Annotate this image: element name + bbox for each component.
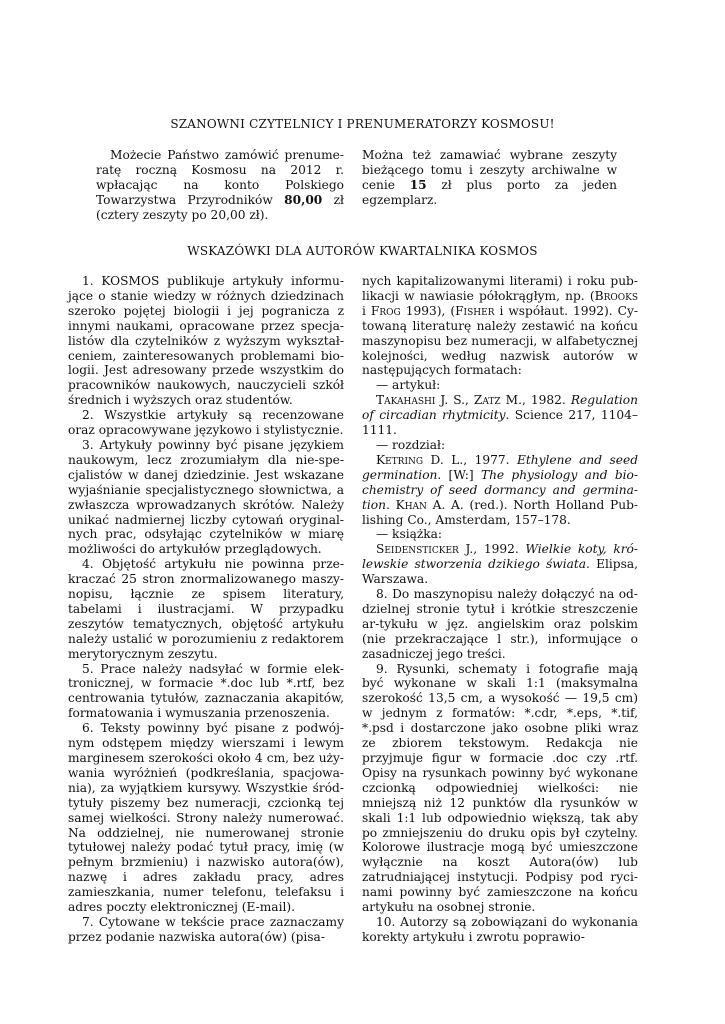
text-run: i xyxy=(362,303,371,318)
text-run: . Elipsa, Warszawa. xyxy=(362,557,639,587)
text-run: (red.). North Holland Publishing Co., Amsterdam, 157–178. xyxy=(362,497,639,527)
guidelines-right-column xyxy=(362,274,638,945)
text-run: , 1977. xyxy=(463,452,517,467)
reference-author: Takahashi J. S., Zatz M. xyxy=(376,393,523,408)
cited-author: Fisher xyxy=(455,303,495,318)
guideline-7-continued xyxy=(362,274,638,378)
text-run: i współaut. 1992). Cytowaną literaturę należy zestawić na końcu maszynopisu bez numeracji, w alfabetycznej kolejności, według nazwisk autorów w następujących formatach: xyxy=(362,303,638,378)
guideline-3: 3. Artykuły powinny być pisane językiem naukowym, lecz zrozumiałym dla nie-specjalistów w danej dziedzinie. Jest wskazane wyjaśnianie specjalistycznego słownictwa, a zwłaszcza wprowadzanych skrótów. Należy unikać nadmiernej liczby cytowań oryginalnych prac, odsyłając czytelników w miarę możliwości do artykułów przeglądowych. xyxy=(68,437,344,557)
cited-author: Frog xyxy=(370,303,401,318)
subscription-price-single: 15 xyxy=(409,177,427,192)
format-label-article: — artykuł: xyxy=(376,378,441,393)
reference-author: Ketring D. L. xyxy=(376,452,464,467)
guideline-4: 4. Objętość artykułu nie powinna przekraczać 25 stron znormalizowanego maszynopisu, łącznie ze spisem literatury, tabelami i ilustracjami. W przypadku zeszytów tematycznych, objętość artykułu należy ustalić w porozumieniu z redaktorem merytorycznym zeszytu. xyxy=(68,557,344,661)
text-run: 1993), ( xyxy=(400,303,456,318)
text-run: zł plus porto za jeden egzemplarz. xyxy=(362,177,617,207)
guideline-7: 7. Cytowane w tekście prace zaznaczamy przez podanie nazwiska autora(ów) (pisa- xyxy=(68,914,344,944)
format-label-chapter: — rozdział: xyxy=(376,437,446,452)
guideline-1: 1. KOSMOS publikuje artykuły informujące o stanie wiedzy w różnych dziedzinach szeroko pojętej biologii i jej pogranicza z innymi naukami, opracowane przez specjalistów dla czytelników z wyższym wykształceniem, zainteresowanych problemami biologii. Jest adresowany przede wszystkim do pracowników naukowych, nauczycieli szkół średnich i wyższych oraz studentów. xyxy=(68,274,344,408)
reference-book-title: The physiology and biochemistry of seed dormancy and germination xyxy=(362,467,638,512)
subscription-paragraph-right xyxy=(362,148,617,208)
guidelines-left-column xyxy=(68,274,344,945)
reference-example-chapter xyxy=(362,453,638,528)
text-run: . xyxy=(385,497,396,512)
guideline-5: 5. Prace należy nadsyłać w formie elektronicznej, w formacie *.doc lub *.rtf, bez centrowania tytułów, zaznaczania akapitów, formatowania i wymuszania przenoszenia. xyxy=(68,661,344,721)
format-label-book: — książka: xyxy=(376,527,443,542)
reference-author: Seidensticker J. xyxy=(376,542,474,557)
text-run: Możecie Państwo zamówić prenumeratę roczną Kosmosu na 2012 r. wpłacając na konto Polskiego Towarzystwa Przyrodników xyxy=(96,148,344,207)
guideline-9: 9. Rysunki, schematy i fotografie mają być wykonane w skali 1:1 (maksymalna szerokość 13,5 cm, a wysokość — 19,5 cm) w jednym z formatów: *.cdr, *.eps, *.tif, *.psd i dostarczone jako osobne pliki wraz ze zbiorem tekstowym. Redakcja nie przyjmuje figur w formacie .doc czy .rtf. Opisy na rysunkach powinny być wykonane czcionką odpowiedniej wielkości: nie mniejszą niż 12 punktów dla rysunków w skali 1:1 lub odpowiednio większą, tak aby po zmniejszeniu do druku opis był czytelny. Kolorowe ilustracje mogą być umieszczone wyłącznie na koszt Autora(ów) lub zatrudniającej instytucji. Podpisy pod rycinami powinny być zamieszczone na końcu artykułu na osobnej stronie. xyxy=(362,661,638,915)
guideline-2: 2. Wszystkie artykuły są recenzowane oraz opracowywane językowo i stylistycznie. xyxy=(68,408,344,438)
text-run: . [W:] xyxy=(437,467,481,482)
reference-example-article xyxy=(362,393,638,438)
guideline-8: 8. Do maszynopisu należy dołączyć na oddzielnej stronie tytuł i krótkie streszczenie ar-tykułu w jęz. angielskim oraz polskim (nie przekraczające l str.), informujące o zasadniczej jego treści. xyxy=(362,587,638,661)
text-run: , 1992. xyxy=(473,542,526,557)
reference-title: Wielkie koty, królewskie stworzenia dzikiego świata xyxy=(362,542,638,572)
guidelines-heading: WSKAZÓWKI DLA AUTORÓW KWARTALNIKA KOSMOS xyxy=(187,244,538,258)
reference-example-book xyxy=(362,542,638,587)
subscription-price-annual: 80,00 xyxy=(284,192,323,207)
subscription-left-column xyxy=(96,148,344,223)
cited-author: Brooks xyxy=(594,288,638,303)
text-run: . Science 217, 1104–1111. xyxy=(362,408,638,438)
text-run: , 1982. xyxy=(522,393,571,408)
subscription-heading: SZANOWNI CZYTELNICY I PRENUMERATORZY KOSMOSU! xyxy=(170,117,555,131)
guideline-10: 10. Autorzy są zobowiązani do wykonania korekty artykułu i zwrotu poprawio- xyxy=(362,914,638,944)
text-run: zł (cztery zeszyty po 20,00 zł). xyxy=(96,192,345,222)
reference-title: Regulation of circadian rhytmicity xyxy=(362,393,638,423)
reference-editor: Khan A. A. xyxy=(395,497,464,512)
subscription-right-column xyxy=(362,148,617,208)
text-run: Można też zamawiać wybrane zeszyty bieżącego tomu i zeszyty archiwalne w cenie xyxy=(362,148,617,192)
guideline-6: 6. Teksty powinny być pisane z podwójnym odstępem między wierszami i lewym marginesem szerokości około 4 cm, bez używania wyróżnień (podkreślania, spacjowania), za wyjątkiem kursywy. Wszystkie śródtytuły piszemy bez numeracji, czcionką tej samej wielkości. Strony należy numerować. Na oddzielnej, nie numerowanej stronie tytułowej należy podać tytuł pracy, imię (w pełnym brzmieniu) i nazwisko autora(ów), nazwę i adres zakładu pracy, adres zamieszkania, numer telefonu, telefaksu i adres poczty elektronicznej (E-mail). xyxy=(68,721,344,915)
reference-title: Ethylene and seed germination xyxy=(362,452,639,482)
text-run: nych kapitalizowanymi literami) i roku publikacji w nawiasie półokrągłym, np. ( xyxy=(362,274,638,303)
subscription-paragraph-left xyxy=(96,148,344,223)
